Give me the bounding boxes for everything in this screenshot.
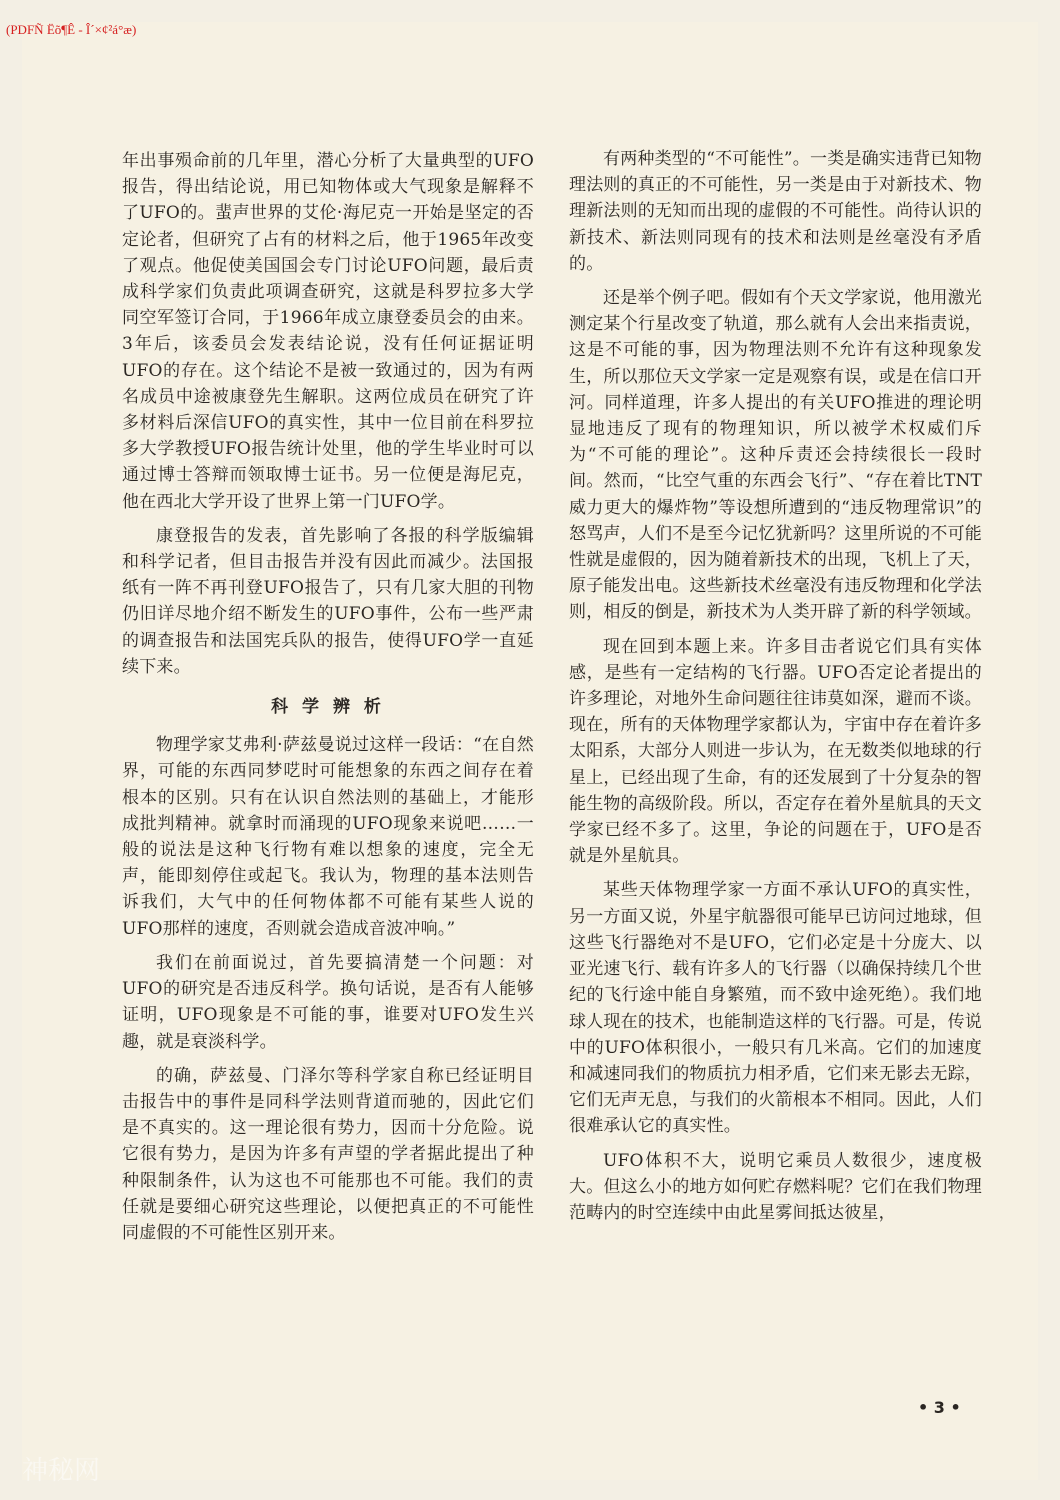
paragraph: 物理学家艾弗利·萨兹曼说过这样一段话：“在自然界，可能的东西同梦呓时可能想象的东西之间存在着根本的区别。只有在认识自然法则的基础上，才能形成批判精神。就拿时而涌现的UFO现象来说吧……一般的说法是这种飞行物有难以想象的速度，完全无声，能即刻停住或起飞。我认为，物理的基本法则告诉我们，大气中的任何物体都不可能有某些人说的UFO那样的速度，否则就会造成音波冲响。”: [122, 735, 534, 939]
paragraph: 我们在前面说过，首先要搞清楚一个问题：对UFO的研究是否违反科学。换句话说，是否有人能够证明，UFO现象是不可能的事，谁要对UFO发生兴趣，就是衰淡科学。: [122, 952, 534, 1052]
paragraph: 年出事殒命前的几年里，潜心分析了大量典型的UFO报告，得出结论说，用已知物体或大气现象是解释不了UFO的。蜚声世界的艾伦·海尼克一开始是坚定的否定论者，但研究了占有的材料之后，他于1965年改变了观点。他促使美国国会专门讨论UFO问题，最后责成科学家们负责此项调查研究，这就是科罗拉多大学同空军签订合同，于1966年成立康登委员会的由来。3年后，该委员会发表结论说，没有任何证据证明UFO的存在。这个结论不是被一致通过的，因为有两名成员中途被康登先生解职。这两位成员在研究了许多材料后深信UFO的真实性，其中一位目前在科罗拉多大学教授UFO报告统计处里，他的学生毕业时可以通过博士答辩而领取博士证书。另一位便是海尼克，他在西北大学开设了世界上第一门UFO学。: [122, 151, 534, 512]
paragraph: 某些天体物理学家一方面不承认UFO的真实性，另一方面又说，外星宇航器很可能早已访问过地球，但这些飞行器绝对不是UFO，它们必定是十分庞大、以亚光速飞行、载有许多人的飞行器（以确保持续几个世纪的飞行途中能自身繁殖，而不致中途死绝）。我们地球人现在的技术，也能制造这样的飞行器。可是，传说中的UFO体积很小，一般只有几米高。它们的加速度和减速同我们的物质抗力相矛盾，它们来无影去无踪，它们无声无息，与我们的火箭根本不相同。因此，人们很难承认它的真实性。: [569, 880, 982, 1137]
left-column: [122, 148, 534, 1254]
paragraph: 现在回到本题上来。许多目击者说它们具有实体感，是些有一定结构的飞行器。UFO否定论者提出的许多理论，对地外生命问题往往讳莫如深，避而不谈。现在，所有的天体物理学家都认为，宇宙中存在着许多太阳系，大部分人则进一步认为，在无数类似地球的行星上，已经出现了生命，有的还发展到了十分复杂的智能生物的高级阶段。所以，否定存在着外星航具的天文学家已经不多了。这里，争论的问题在于，UFO是否就是外星航具。: [569, 636, 982, 867]
paragraph: 康登报告的发表，首先影响了各报的科学版编辑和科学记者，但目击报告并没有因此而减少。法国报纸有一阵不再刊登UFO报告了，只有几家大胆的刊物仍旧详尽地介绍不断发生的UFO事件，公布一些严肃的调查报告和法国宪兵队的报告，使得UFO学一直延续下来。: [122, 525, 534, 677]
paragraph: 还是举个例子吧。假如有个天文学家说，他用激光测定某个行星改变了轨道，那么就有人会出来指责说，这是不可能的事，因为物理法则不允许有这种现象发生，所以那位天文学家一定是观察有误，或是在信口开河。同样道理，许多人提出的有关UFO推进的理论明显地违反了现有的物理知识，所以被学术权威们斥为“不可能的理论”。这种斥责还会持续很长一段时间。然而，“比空气重的东西会飞行”、“存在着比TNT威力更大的爆炸物”等设想所遭到的“违反物理常识”的怒骂声，人们不是至今记忆犹新吗？这里所说的不可能性就是虚假的，因为随着新技术的出现，飞机上了天，原子能发出电。这些新技术丝毫没有违反物理和化学法则，相反的倒是，新技术为人类开辟了新的科学领域。: [569, 288, 982, 623]
paragraph: UFO体积不大，说明它乘员人数很少，速度极大。但这么小的地方如何贮存燃料呢？它们在我们物理范畴内的时空连续中由此星雾间抵达彼星，: [569, 1150, 982, 1223]
paragraph: 的确，萨兹曼、门泽尔等科学家自称已经证明目击报告中的事件是同科学法则背道而驰的，因此它们是不真实的。这一理论很有势力，因而十分危险。说它很有势力，是因为许多有声望的学者据此提出了种种限制条件，认为这也不可能那也不可能。我们的责任就是要细心研究这些理论，以便把真正的不可能性同虚假的不可能性区别开来。: [122, 1065, 534, 1243]
watermark: 神秘网: [22, 1456, 101, 1486]
right-column: [569, 146, 982, 1234]
section-title: 科 学 辨 析: [271, 697, 385, 718]
paragraph: 有两种类型的“不可能性”。一类是确实违背已知物理法则的真正的不可能性，另一类是由于对新技术、物理新法则的无知而出现的虚假的不可能性。尚待认识的新技术、新法则同现有的技术和法则是丝毫没有矛盾的。: [569, 149, 982, 274]
pdf-header-mark: (PDFÑ Ëõ¶Ê - Î´×¢²á°æ): [6, 22, 137, 37]
page-number: • 3 •: [918, 1398, 961, 1417]
